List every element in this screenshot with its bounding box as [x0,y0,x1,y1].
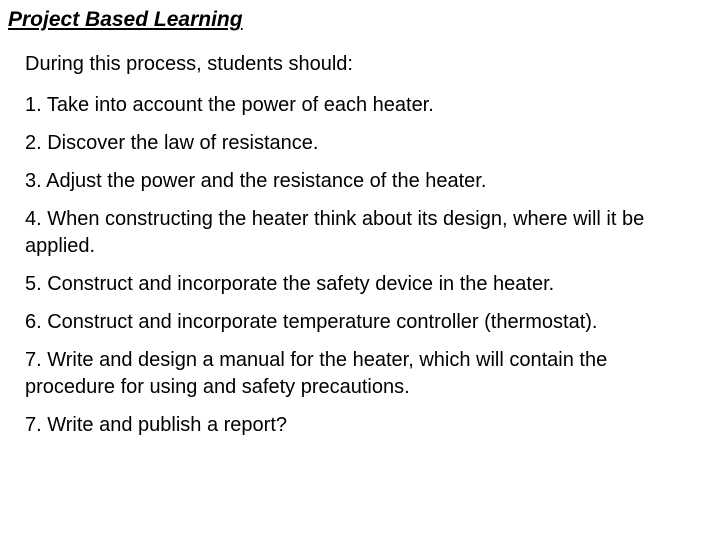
slide-title: Project Based Learning [8,8,243,31]
list-item-8: 7. Write and publish a report? [25,414,288,436]
intro-text: During this process, students should: [25,53,353,75]
list-item-4: 4. When constructing the heater think about its design, where will it be applied. [25,208,645,257]
list-item-2: 2. Discover the law of resistance. [25,132,319,154]
list-item-3: 3. Adjust the power and the resistance of the heater. [25,170,487,192]
list-item-7: 7. Write and design a manual for the heater, which will contain the procedure for using and safety precautions. [25,349,608,398]
list-item-1: 1. Take into account the power of each heater. [25,94,434,116]
task-list [25,92,697,450]
list-item-5: 5. Construct and incorporate the safety device in the heater. [25,273,555,295]
list-item-6: 6. Construct and incorporate temperature controller (thermostat). [25,311,598,333]
